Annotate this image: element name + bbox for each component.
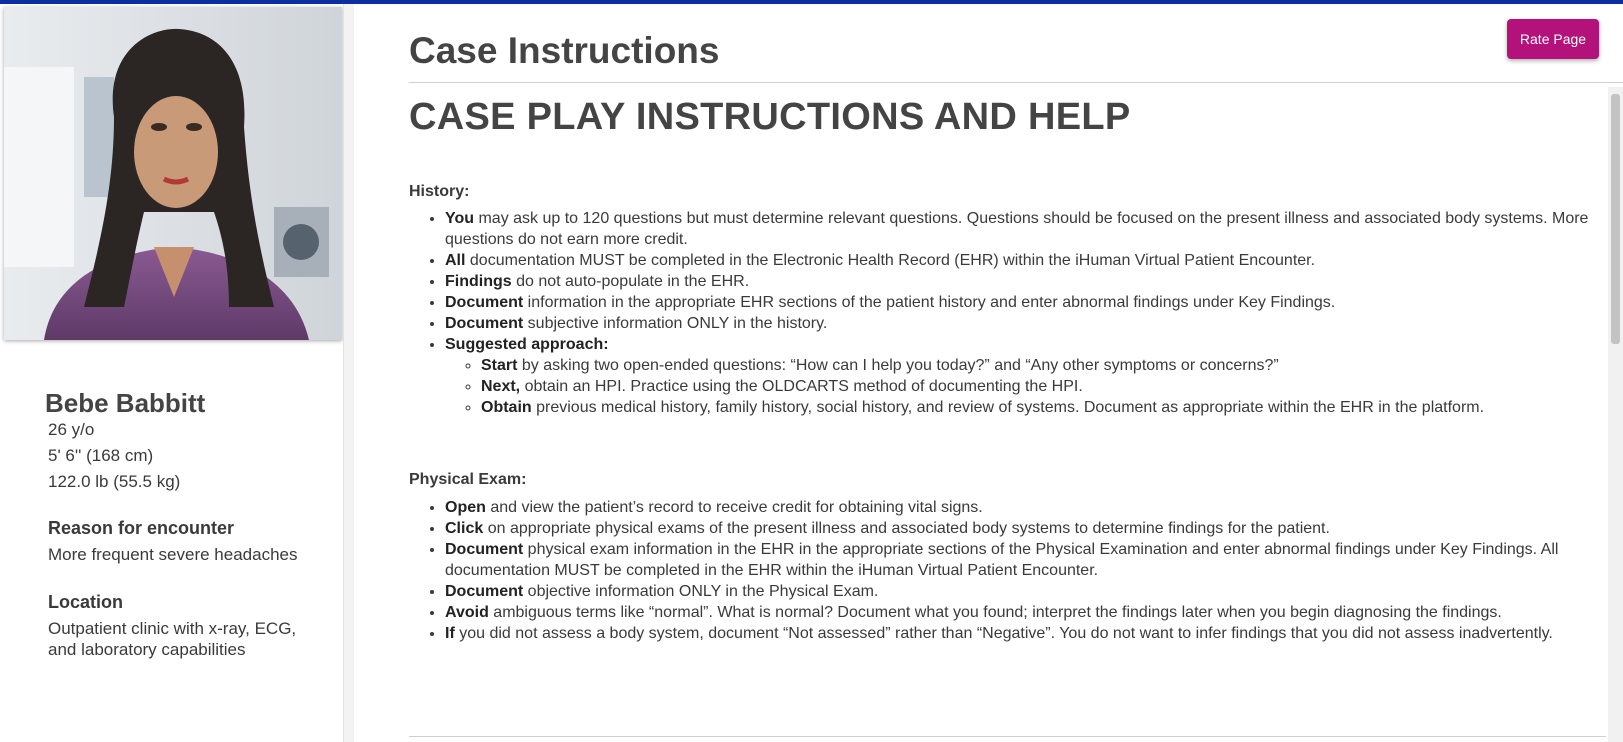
instructions-content — [409, 94, 1599, 644]
content-bottom-divider — [409, 736, 1606, 737]
patient-name: Bebe Babbitt — [45, 388, 206, 418]
list-item: • Suggested approach: ◦ Start by asking two open-ended questions: “How can I help you today?” and “Any other symptoms or concerns?” ◦ Next, obtain an HPI. Practice using the OLDCARTS method of documenting the HPI. ◦ Obtain previous medical history, family history, social history, and review of systems. Document as appropriate within the EHR in the platform. — [445, 334, 1599, 418]
sidebar-divider — [343, 4, 354, 742]
list-item: ◦ Start by asking two open-ended questions: “How can I help you today?” and “Any other symptoms or concerns?” — [481, 355, 1599, 376]
list-item: • If you did not assess a body system, document “Not assessed” rather than “Negative”. You do not want to infer findings that you did not assess inadvertently. — [445, 623, 1599, 644]
physical-exam-title: Physical Exam: — [409, 471, 527, 488]
approach-list — [481, 355, 1599, 418]
content-scrollbar[interactable] — [1608, 87, 1623, 742]
main-panel — [354, 4, 1623, 742]
list-item: • You may ask up to 120 questions but must determine relevant questions. Questions should be focused on the present illness and associated body systems. More questions do not earn more credit. — [445, 208, 1599, 250]
list-item: • Open and view the patient’s record to receive credit for obtaining vital signs. — [445, 497, 1599, 518]
reason-label: Reason for encounter — [48, 518, 235, 538]
patient-height: 5' 6'' (168 cm) — [48, 446, 154, 465]
reason-value: More frequent severe headaches — [48, 545, 298, 564]
list-item: • All documentation MUST be completed in the Electronic Health Record (EHR) within the iHuman Virtual Patient Encounter. — [445, 250, 1599, 271]
history-title: History: — [409, 183, 470, 200]
patient-portrait — [4, 7, 342, 340]
list-item: • Document subjective information ONLY in the history. — [445, 313, 1599, 334]
list-item: ◦ Obtain previous medical history, family history, social history, and review of systems. Document as appropriate within the EHR in the platform. — [481, 397, 1599, 418]
list-item: • Click on appropriate physical exams of the present illness and associated body systems to determine findings for the patient. — [445, 518, 1599, 539]
location-value-line2: and laboratory capabilities — [48, 640, 246, 659]
history-list — [445, 208, 1599, 418]
list-item: • Document information in the appropriate EHR sections of the patient history and enter abnormal findings under Key Findings. — [445, 292, 1599, 313]
scrollbar-thumb[interactable] — [1611, 94, 1620, 344]
location-value-line1: Outpatient clinic with x-ray, ECG, — [48, 619, 297, 638]
rate-page-button[interactable]: Rate Page — [1507, 19, 1599, 59]
patient-weight: 122.0 lb (55.5 kg) — [48, 472, 181, 491]
list-item: ◦ Next, obtain an HPI. Practice using the OLDCARTS method of documenting the HPI. — [481, 376, 1599, 397]
list-item: • Findings do not auto-populate in the EHR. — [445, 271, 1599, 292]
patient-avatar-image — [4, 7, 342, 340]
list-item: • Document physical exam information in the EHR in the appropriate sections of the Physical Examination and enter abnormal findings under Key Findings. All documentation MUST be completed in the EHR within the iHuman Virtual Patient Encounter. — [445, 539, 1599, 581]
page-title: Case Instructions — [409, 30, 720, 71]
instructions-heading: CASE PLAY INSTRUCTIONS AND HELP — [409, 96, 1131, 138]
location-label: Location — [48, 592, 123, 612]
patient-sidebar — [0, 4, 354, 742]
patient-age: 26 y/o — [48, 420, 95, 439]
list-item: • Avoid ambiguous terms like “normal”. What is normal? Document what you found; interpret the findings later when you begin diagnosing the findings. — [445, 602, 1599, 623]
physical-exam-list — [445, 497, 1599, 644]
list-item: • Document objective information ONLY in the Physical Exam. — [445, 581, 1599, 602]
title-divider — [409, 82, 1623, 83]
